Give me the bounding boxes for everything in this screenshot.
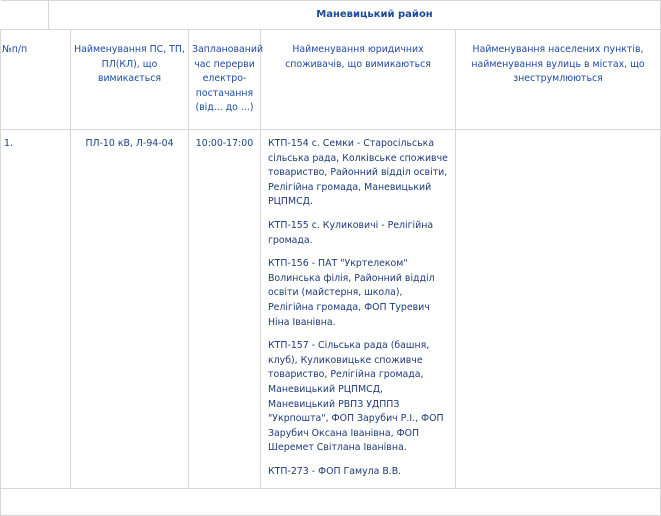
consumer-entry: КТП-155 с. Куликовичі - Релігійна громада. bbox=[268, 219, 434, 246]
district-title: Маневицький район bbox=[49, 1, 661, 30]
consumer-entry: КТП-154 с. Семки - Старосільська сільська рада, Колківське споживче товариство, Районний відділ освіти, Релігійна громада, Маневицький РЦПМСД. bbox=[268, 138, 448, 208]
consumer-entry: КТП-157 - Сільська рада (башня, клуб), Куликовицьке споживче товариство, Релігійна громада, Маневицький РЦПМСД, Маневицький РВПЗ УДППЗ "Укрпошта", ФОП Зарубич Р.І., ФОП Зарубич Оксана Іванівна, ФОП Шеремет Світлана Іванівна. bbox=[268, 340, 444, 454]
district-lead-cell bbox=[1, 1, 49, 30]
row-localities bbox=[456, 130, 661, 489]
header-row bbox=[1, 30, 661, 130]
consumer-entry: КТП-273 - ФОП Гамула В.В. bbox=[268, 465, 402, 477]
header-planned-time: Запланований час перерви електро-постачання (від... до ...) bbox=[189, 30, 261, 130]
table-footer-row bbox=[1, 489, 661, 516]
table-row bbox=[1, 130, 661, 489]
footer-cell bbox=[1, 489, 661, 516]
district-row bbox=[1, 1, 661, 30]
consumer-entry: КТП-156 - ПАТ "Укртелеком" Волинська філія, Районний відділ освіти (майстерня, школа), Релігійна громада, ФОП Туревич Ніна Іванівна. bbox=[268, 258, 435, 328]
row-line-name: ПЛ-10 кВ, Л-94-04 bbox=[71, 130, 189, 489]
row-time: 10:00-17:00 bbox=[189, 130, 261, 489]
header-localities: Найменування населених пунктів, найменування вулиць в містах, що знеструмлюються bbox=[456, 30, 661, 130]
header-line-name: Найменування ПС, ТП, ПЛ(КЛ), що вимикається bbox=[71, 30, 189, 130]
row-consumers bbox=[261, 130, 456, 489]
row-number: 1. bbox=[1, 130, 71, 489]
header-consumers: Найменування юридичних споживачів, що вимикаються bbox=[261, 30, 456, 130]
header-number: №п/п bbox=[1, 30, 71, 130]
